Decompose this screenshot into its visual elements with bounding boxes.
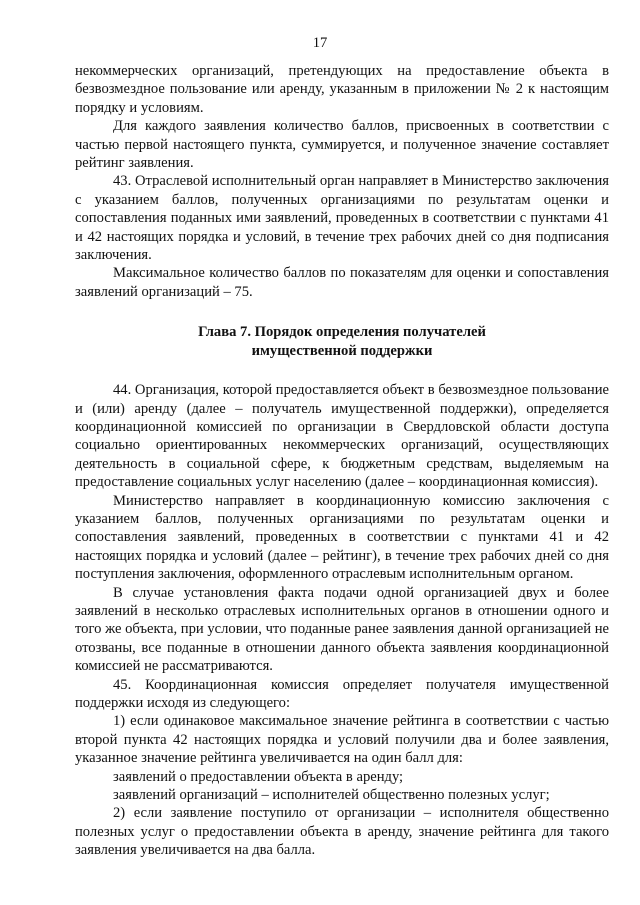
- paragraph: Для каждого заявления количество баллов, присвоенных в соответствии с частью первой настоящего пункта, суммируется, и полученное значение составляет рейтинг заявления.: [75, 118, 609, 172]
- document-body: [75, 62, 609, 860]
- list-item: 2) если заявление поступило от организации – исполнителя общественно полезных услуг о предоставлении объекта в аренду, значение рейтинга для такого заявления увеличивается на два балла.: [75, 805, 609, 859]
- paragraph: 43. Отраслевой исполнительный орган направляет в Министерство заключения с указанием баллов, полученных организациями по результатам оценки и сопоставления поданных ими заявлений, проведенных в соответствии с пунктами 41 и 42 настоящих порядка и условий, в течение трех рабочих дней со дня подписания заключения.: [75, 173, 609, 264]
- paragraph: Министерство направляет в координационную комиссию заключения с указанием баллов, полученных организациями по результатам оценки и сопоставления заявлений, проведенных в соответствии с пунктами 41 и 42 настоящих порядка и условий (далее – рейтинг), в течение трех рабочих дней со дня поступления заключения, оформленного отраслевым исполнительным органом.: [75, 492, 609, 583]
- paragraph: 45. Координационная комиссия определяет получателя имущественной поддержки исходя из следующего:: [75, 676, 609, 711]
- list-item: заявлений организаций – исполнителей общественно полезных услуг;: [113, 787, 550, 804]
- paragraph: Максимальное количество баллов по показателям для оценки и сопоставления заявлений организаций – 75.: [75, 265, 609, 300]
- chapter-heading-line1: Глава 7. Порядок определения получателей: [198, 324, 486, 341]
- paragraph: В случае установления факта подачи одной организацией двух и более заявлений в несколько отраслевых исполнительных органов в отношении одного и того же объекта, при условии, что поданные ранее заявления данной организацией не отозваны, все поданные в отношении данного объекта заявления координационной комиссией не рассматриваются.: [75, 584, 609, 675]
- chapter-heading: [75, 323, 609, 360]
- page-number: 17: [312, 35, 328, 51]
- paragraph: 44. Организация, которой предоставляется объект в безвозмездное пользование и (или) аренду (далее – получатель имущественной поддержки), определяется координационной комиссией по организации в Свердловской области доступа социально ориентированных некоммерческих организаций, осуществляющих деятельность в социальной сфере, к бюджетным средствам, выделяемым на предоставление социальных услуг населению (далее – координационная комиссия).: [75, 382, 609, 491]
- chapter-heading-line2: имущественной поддержки: [251, 342, 433, 359]
- paragraph: некоммерческих организаций, претендующих на предоставление объекта в безвозмездное пользование или аренду, указанным в приложении № 2 к настоящим порядку и условиям.: [75, 63, 609, 116]
- list-item: заявлений о предоставлении объекта в аренду;: [113, 768, 404, 785]
- list-item: 1) если одинаковое максимальное значение рейтинга в соответствии с частью второй пункта 42 настоящих порядка и условий получили два и более заявления, указанное значение рейтинга увеличивается на один балл для:: [75, 713, 609, 767]
